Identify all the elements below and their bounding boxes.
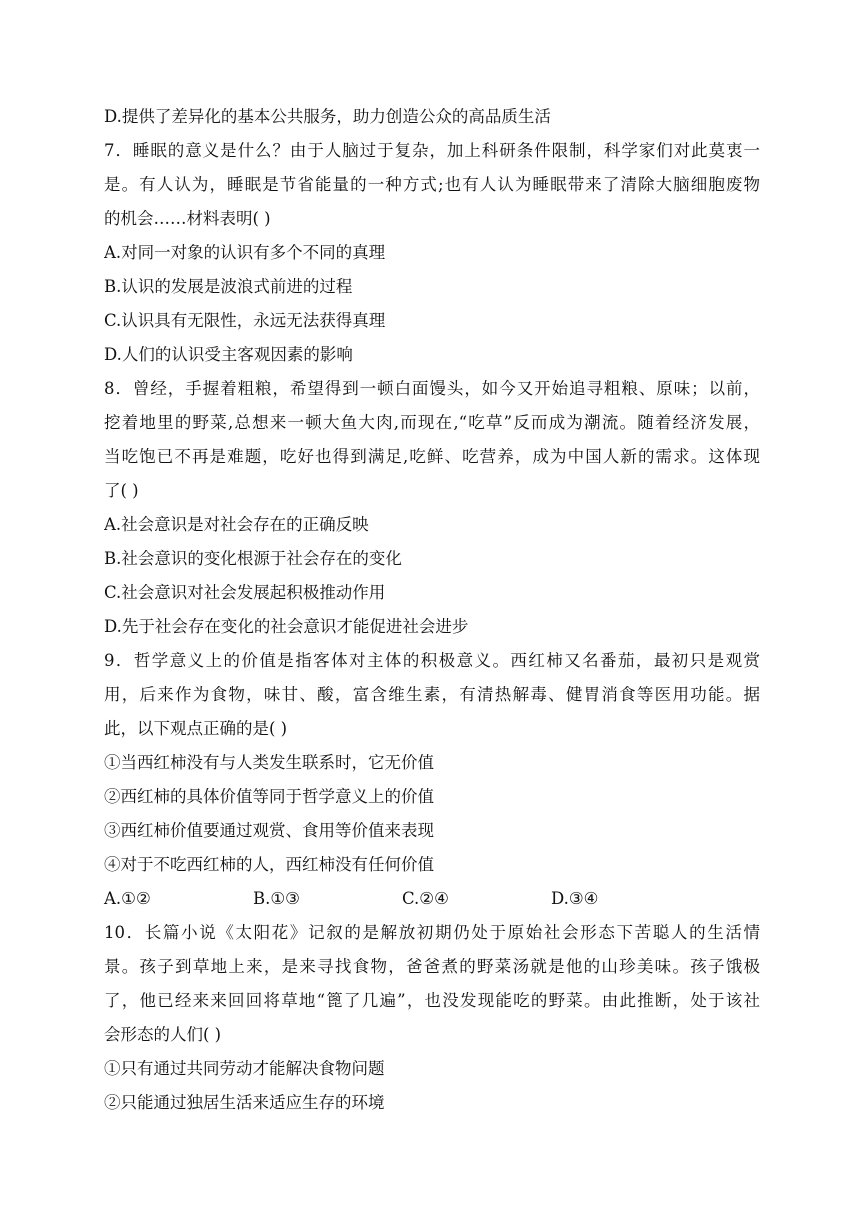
q9-statement-1: ①当西红柿没有与人类发生联系时，它无价值 bbox=[104, 753, 434, 772]
q10-stem-line-2: 景。孩子到草地上来，是来寻找食物，爸爸煮的野菜汤就是他的山珍美味。孩子饿极 bbox=[104, 957, 760, 976]
q7-option-b: B.认识的发展是波浪式前进的过程 bbox=[104, 277, 353, 296]
q8-option-d: D.先于社会存在变化的社会意识才能促进社会进步 bbox=[104, 617, 469, 636]
q9-statement-4: ④对于不吃西红柿的人，西红柿没有任何价值 bbox=[104, 855, 434, 874]
q9-choices bbox=[104, 882, 760, 916]
q10-stem-line-1: 10．长篇小说《太阳花》记叙的是解放初期仍处于原始社会形态下苦聪人的生活情 bbox=[104, 923, 760, 942]
q10-statement-2: ②只能通过独居生活来适应生存的环境 bbox=[104, 1093, 385, 1112]
q9-choice-b: B.①③ bbox=[253, 889, 300, 908]
q7-stem-line-2: 是。有人认为，睡眠是节省能量的一种方式;也有人认为睡眠带来了清除大脑细胞废物 bbox=[104, 175, 760, 194]
q8-stem-line-1: 8．曾经，手握着粗粮，希望得到一顿白面馒头，如今又开始追寻粗粮、原味；以前， bbox=[104, 379, 760, 398]
q7-option-a: A.对同一对象的认识有多个不同的真理 bbox=[104, 243, 386, 262]
q9-stem-line-2: 用，后来作为食物，味甘、酸，富含维生素，有清热解毒、健胃消食等医用功能。据 bbox=[104, 685, 760, 704]
page-content bbox=[104, 100, 760, 1120]
q9-stem-line-1: 9．哲学意义上的价值是指客体对主体的积极意义。西红柿又名番茄，最初只是观赏 bbox=[104, 651, 760, 670]
q10-stem-line-3: 了，他已经来来回回将草地“篦了几遍”，也没发现能吃的野菜。由此推断，处于该社 bbox=[104, 991, 760, 1010]
q9-statement-3: ③西红柿价值要通过观赏、食用等价值来表现 bbox=[104, 821, 434, 840]
q7-stem-line-1: 7．睡眠的意义是什么？由于人脑过于复杂，加上科研条件限制，科学家们对此莫衷一 bbox=[104, 141, 760, 160]
q8-option-b: B.社会意识的变化根源于社会存在的变化 bbox=[104, 549, 402, 568]
q8-stem-line-4: 了( ) bbox=[104, 481, 139, 500]
q7-stem-line-3: 的机会……材料表明( ) bbox=[104, 209, 271, 228]
q9-stem-line-3: 此，以下观点正确的是( ) bbox=[104, 719, 288, 738]
q6-option-d: D.提供了差异化的基本公共服务，助力创造公众的高品质生活 bbox=[104, 107, 551, 126]
q8-option-a: A.社会意识是对社会存在的正确反映 bbox=[104, 515, 369, 534]
q10-statement-1: ①只有通过共同劳动才能解决食物问题 bbox=[104, 1059, 385, 1078]
q9-statement-2: ②西红柿的具体价值等同于哲学意义上的价值 bbox=[104, 787, 434, 806]
q7-option-c: C.认识具有无限性，永远无法获得真理 bbox=[104, 311, 386, 330]
q7-option-d: D.人们的认识受主客观因素的影响 bbox=[104, 345, 353, 364]
q9-choice-c: C.②④ bbox=[402, 889, 449, 908]
q10-stem-line-4: 会形态的人们( ) bbox=[104, 1025, 222, 1044]
q8-option-c: C.社会意识对社会发展起积极推动作用 bbox=[104, 583, 386, 602]
q9-choice-a: A.①② bbox=[104, 889, 151, 908]
q8-stem-line-3: 当吃饱已不再是难题，吃好也得到满足,吃鲜、吃营养，成为中国人新的需求。这体现 bbox=[104, 447, 760, 466]
q8-stem-line-2: 挖着地里的野菜,总想来一顿大鱼大肉,而现在,“吃草”反而成为潮流。随着经济发展， bbox=[104, 413, 760, 432]
q9-choice-d: D.③④ bbox=[551, 889, 599, 908]
